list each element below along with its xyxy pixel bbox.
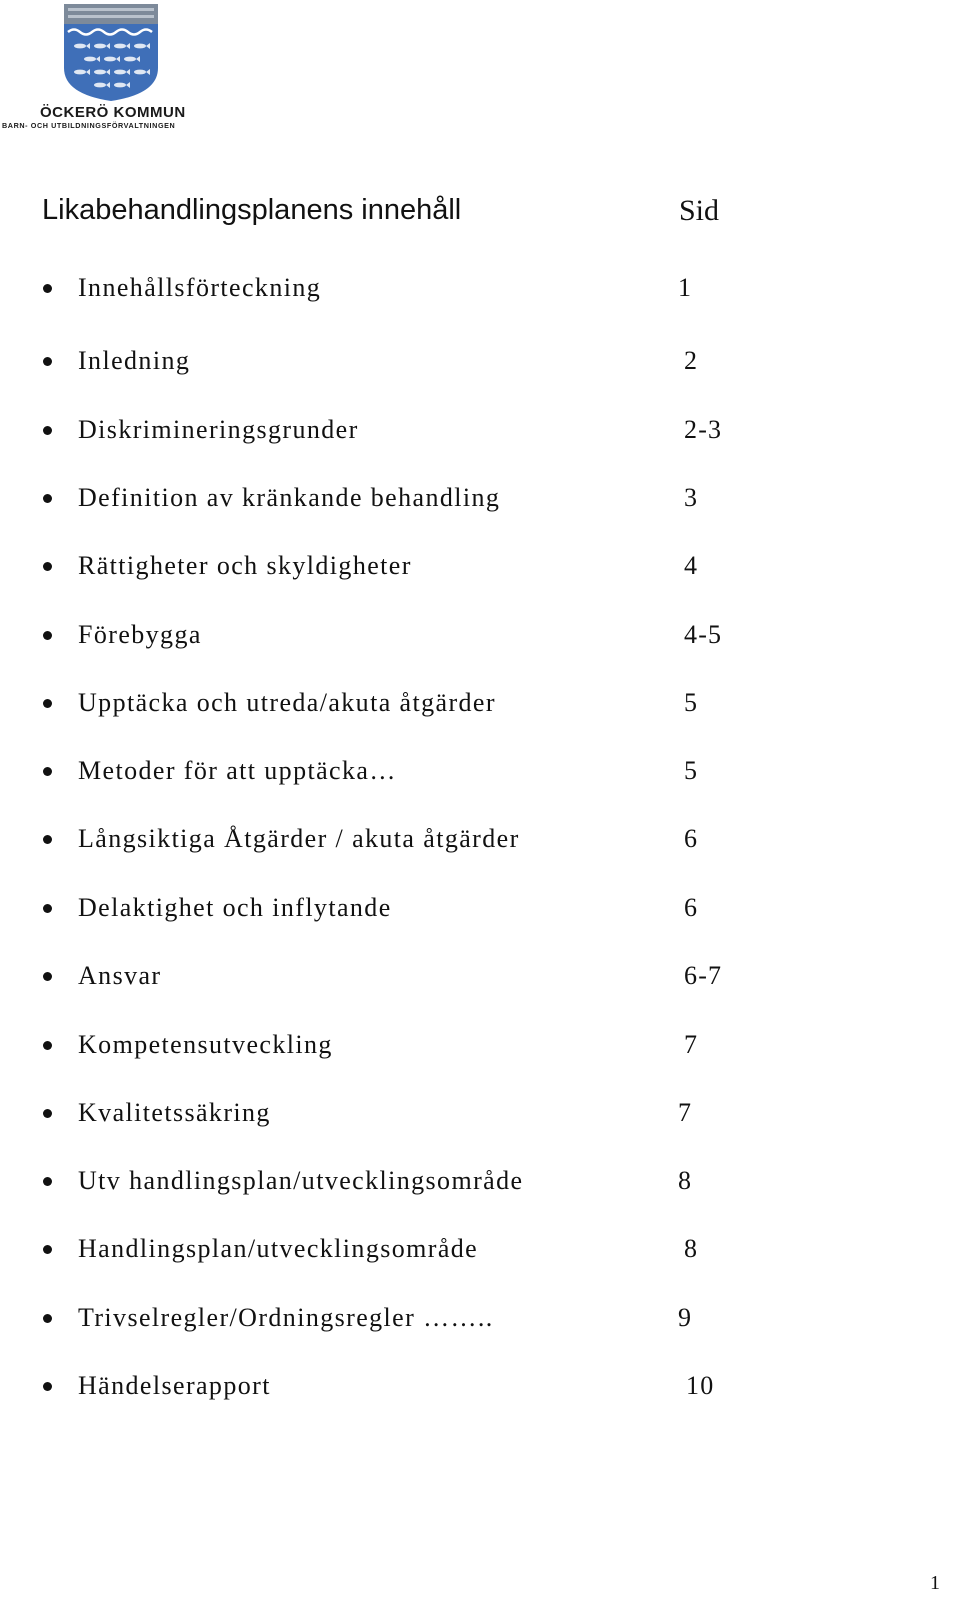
bullet-icon: [43, 1382, 52, 1391]
toc-entry: [0, 685, 960, 725]
toc-entry-page: 6-7: [684, 961, 723, 990]
toc-entry-page: 7: [678, 1098, 693, 1127]
page-number: 1: [930, 1572, 940, 1594]
toc-entry-page: 6: [684, 824, 699, 853]
toc-entry: [0, 1300, 960, 1340]
toc-entry-page: 6: [684, 893, 699, 922]
bullet-icon: [43, 1109, 52, 1118]
toc-entry: [0, 890, 960, 930]
org-name: ÖCKERÖ KOMMUN: [40, 104, 186, 121]
toc-entry: [0, 958, 960, 998]
toc-entry-label: Definition av kränkande behandling: [78, 483, 501, 512]
toc-entry: [0, 1231, 960, 1271]
bullet-icon: [43, 1314, 52, 1323]
bullet-icon: [43, 284, 52, 293]
toc-entry: [0, 617, 960, 657]
bullet-icon: [43, 357, 52, 366]
bullet-icon: [43, 699, 52, 708]
toc-entry-page: 3: [684, 483, 699, 512]
toc-entry-page: 8: [684, 1234, 699, 1263]
toc-page-column-heading: Sid: [679, 194, 720, 227]
toc-entry-label: Ansvar: [78, 961, 162, 990]
toc-entry: [0, 480, 960, 520]
bullet-icon: [43, 494, 52, 503]
toc-entry: [0, 1163, 960, 1203]
toc-entry-page: 2: [684, 346, 699, 375]
bullet-icon: [43, 631, 52, 640]
toc-entry-label: Utv handlingsplan/utvecklingsområde: [78, 1166, 524, 1195]
toc-entry-label: Inledning: [78, 346, 191, 375]
toc-entry-page: 9: [678, 1303, 693, 1332]
org-subtitle: BARN- OCH UTBILDNINGSFÖRVALTNINGEN: [2, 121, 176, 130]
toc-entry-label: Trivselregler/Ordningsregler ……..: [78, 1303, 494, 1332]
bullet-icon: [43, 767, 52, 776]
bullet-icon: [43, 1177, 52, 1186]
bullet-icon: [43, 904, 52, 913]
toc-entry: [0, 548, 960, 588]
bullet-icon: [43, 1245, 52, 1254]
toc-entry-label: Kvalitetssäkring: [78, 1098, 271, 1127]
toc-entry: [0, 343, 960, 383]
bullet-icon: [43, 426, 52, 435]
bullet-icon: [43, 562, 52, 571]
toc-title: Likabehandlingsplanens innehåll: [42, 194, 462, 226]
toc-entry-label: Förebygga: [78, 620, 202, 649]
toc-entry-page: 5: [684, 688, 699, 717]
toc-entry-label: Handlingsplan/utvecklingsområde: [78, 1234, 479, 1263]
toc-entry-page: 4: [684, 551, 699, 580]
toc-entry-label: Metoder för att upptäcka…: [78, 756, 397, 785]
toc-entry-page: 4-5: [684, 620, 723, 649]
toc-entry-page: 2-3: [684, 415, 723, 444]
toc-entry-label: Innehållsförteckning: [78, 273, 322, 302]
toc-entry: [0, 1095, 960, 1135]
toc-entry: [0, 1368, 960, 1408]
toc-entry-label: Delaktighet och inflytande: [78, 893, 392, 922]
toc-entry-label: Långsiktiga Åtgärder / akuta åtgärder: [78, 824, 520, 853]
toc-entry-page: 1: [678, 273, 693, 302]
coat-of-arms-icon: [2, 2, 216, 102]
toc-entry: [0, 1027, 960, 1067]
toc-entry-label: Diskrimineringsgrunder: [78, 415, 359, 444]
toc-entry-label: Upptäcka och utreda/akuta åtgärder: [78, 688, 496, 717]
toc-entry-page: 8: [678, 1166, 693, 1195]
toc-entry-label: Rättigheter och skyldigheter: [78, 551, 412, 580]
toc-entry-label: Händelserapport: [78, 1371, 271, 1400]
bullet-icon: [43, 972, 52, 981]
toc-entry: [0, 270, 960, 310]
toc-entry: [0, 753, 960, 793]
bullet-icon: [43, 1041, 52, 1050]
toc-entry: [0, 821, 960, 861]
toc-entry-page: 10: [686, 1371, 715, 1400]
toc-entry-page: 5: [684, 756, 699, 785]
toc-entry: [0, 412, 960, 452]
toc-entry-page: 7: [684, 1030, 699, 1059]
toc-entry-label: Kompetensutveckling: [78, 1030, 333, 1059]
bullet-icon: [43, 835, 52, 844]
